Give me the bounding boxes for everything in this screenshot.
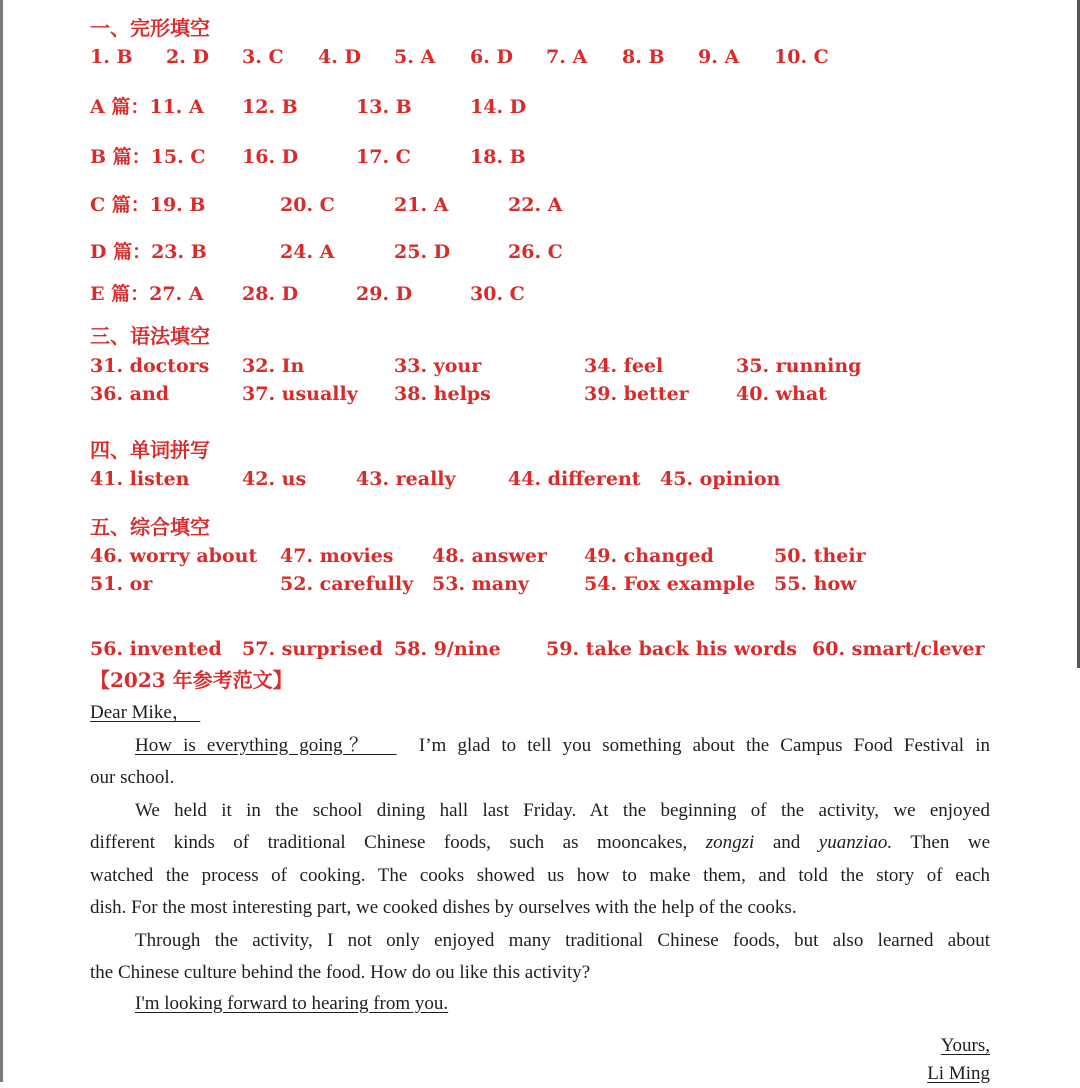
- answer-item: 58. 9/nine: [394, 638, 501, 660]
- answer-item: 20. C: [280, 194, 335, 216]
- answer-item: 6. D: [470, 46, 513, 68]
- answer-item: 50. their: [774, 545, 866, 567]
- answer-item: 22. A: [508, 194, 563, 216]
- section-title-cloze: 一、完形填空: [90, 16, 210, 40]
- answer-item: 39. better: [584, 383, 689, 405]
- letter-paragraph-4: I'm looking forward to hearing from you.: [135, 992, 449, 1014]
- letter-paragraph-1-line: How is everything going？ I’m glad to tell you something about the Campus Food Festival in: [135, 734, 990, 756]
- answer-item: D 篇：23. B: [90, 241, 207, 263]
- answer-item: 41. listen: [90, 468, 190, 490]
- answer-item: 49. changed: [584, 545, 714, 567]
- letter-paragraph-1-line: our school.: [90, 767, 175, 788]
- letter-paragraph-2-line: We held it in the school dining hall last Friday. At the beginning of the activity, we enjoyed: [135, 799, 990, 821]
- answer-item: 34. feel: [584, 355, 664, 377]
- answer-item: 45. opinion: [660, 468, 781, 490]
- answer-item: 32. In: [242, 355, 305, 377]
- answer-item: 17. C: [356, 146, 411, 168]
- answer-item: 59. take back his words: [546, 638, 797, 660]
- answer-item: 7. A: [546, 46, 588, 68]
- letter-paragraph-3-line: the Chinese culture behind the food. How do ou like this activity?: [90, 962, 591, 983]
- answer-item: 18. B: [470, 146, 526, 168]
- answer-item: 48. answer: [432, 545, 547, 567]
- answer-item: 47. movies: [280, 545, 394, 567]
- answer-item: 38. helps: [394, 383, 491, 405]
- answer-item: 36. and: [90, 383, 170, 405]
- answer-item: C 篇：19. B: [90, 194, 206, 216]
- letter-closing: Yours,: [940, 1034, 990, 1056]
- answer-item: 33. your: [394, 355, 482, 377]
- answer-item: 16. D: [242, 146, 299, 168]
- answer-item: 35. running: [736, 355, 862, 377]
- letter-signature: Li Ming: [927, 1062, 990, 1084]
- answer-item: 4. D: [318, 46, 361, 68]
- answer-item: 24. A: [280, 241, 335, 263]
- answer-item: 40. what: [736, 383, 827, 405]
- section-title-comprehensive: 五、综合填空: [90, 515, 210, 539]
- answer-item: 29. D: [356, 283, 413, 305]
- answer-item: 52. carefully: [280, 573, 414, 595]
- answer-item: 51. or: [90, 573, 153, 595]
- answer-item: 42. us: [242, 468, 307, 490]
- answer-item: 21. A: [394, 194, 449, 216]
- answer-item: 28. D: [242, 283, 299, 305]
- section-title-sample-essay: 【2023 年参考范文】: [90, 668, 293, 692]
- answer-item: 2. D: [166, 46, 209, 68]
- letter-paragraph-2-line: watched the process of cooking. The cooks showed us how to make them, and told the story of each: [90, 864, 990, 886]
- scan-left-edge: [0, 0, 3, 1082]
- answer-item: 13. B: [356, 96, 412, 118]
- answer-item: 9. A: [698, 46, 740, 68]
- sample-letter: [90, 697, 990, 1088]
- answer-item: 31. doctors: [90, 355, 210, 377]
- answer-item: A 篇：11. A: [90, 96, 204, 118]
- answer-item: 8. B: [622, 46, 665, 68]
- answer-item: 14. D: [470, 96, 527, 118]
- letter-greeting: Dear Mike，: [90, 702, 191, 723]
- letter-opening-question: How is everything going？: [135, 734, 375, 756]
- answer-item: 57. surprised: [242, 638, 383, 660]
- answer-item: 3. C: [242, 46, 284, 68]
- letter-paragraph-3-line: Through the activity, I not only enjoyed many traditional Chinese foods, but also learned about: [135, 929, 990, 951]
- answer-item: 25. D: [394, 241, 451, 263]
- answer-item: 56. invented: [90, 638, 222, 660]
- section-title-grammar: 三、语法填空: [90, 324, 210, 348]
- answer-item: 1. B: [90, 46, 133, 68]
- answer-item: 26. C: [508, 241, 563, 263]
- answer-item: 44. different: [508, 468, 641, 490]
- answer-item: B 篇：15. C: [90, 146, 206, 168]
- answer-item: E 篇：27. A: [90, 283, 204, 305]
- answer-item: 60. smart/clever: [812, 638, 985, 660]
- answer-item: 10. C: [774, 46, 829, 68]
- answer-item: 12. B: [242, 96, 298, 118]
- answer-item: 46. worry about: [90, 545, 258, 567]
- answer-item: 54. Fox example: [584, 573, 756, 595]
- letter-paragraph-2-line: dish. For the most interesting part, we cooked dishes by ourselves with the help of the cooks.: [90, 897, 797, 918]
- letter-paragraph-2-line: different kinds of traditional Chinese foods, such as mooncakes, zongzi and yuanziao. Then we: [90, 832, 991, 853]
- answer-item: 5. A: [394, 46, 436, 68]
- answer-item: 43. really: [356, 468, 456, 490]
- answer-item: 53. many: [432, 573, 529, 595]
- answer-item: 55. how: [774, 573, 857, 595]
- section-title-spelling: 四、单词拼写: [90, 438, 210, 462]
- answer-item: 37. usually: [242, 383, 358, 405]
- answer-item: 30. C: [470, 283, 525, 305]
